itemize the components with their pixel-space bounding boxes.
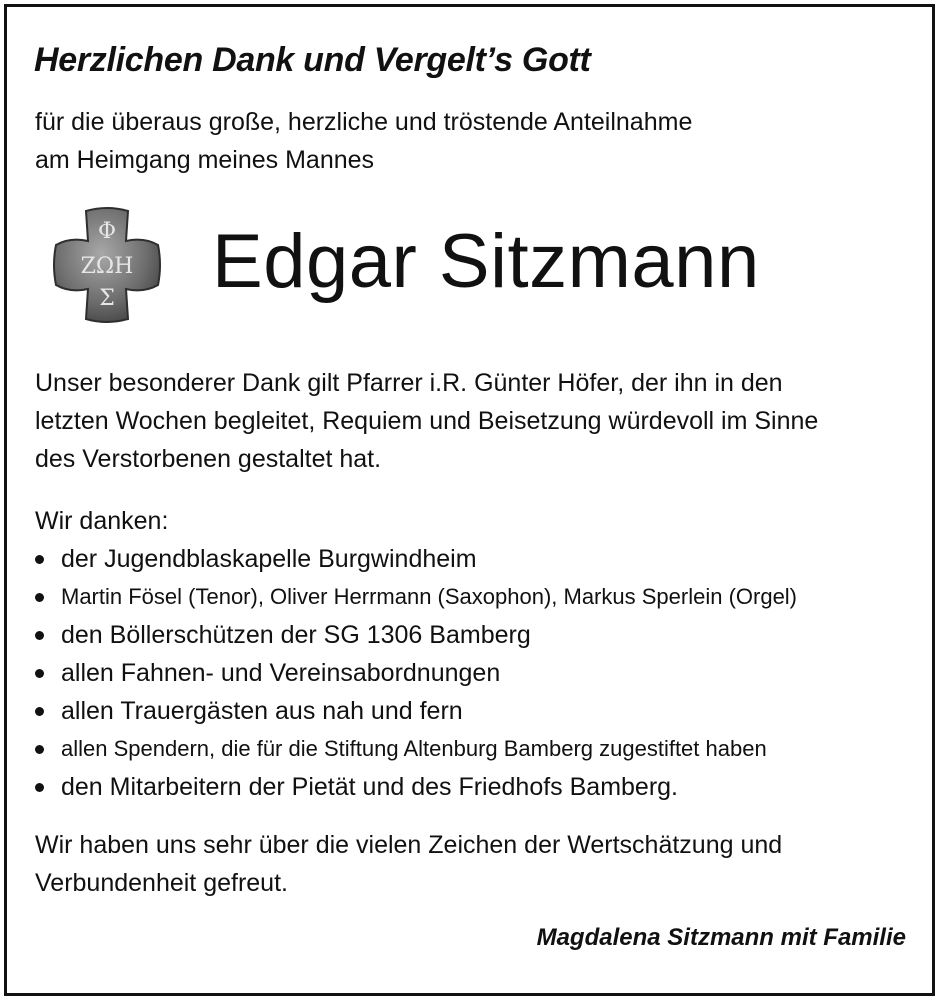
emblem-bottom-letter: Σ [99, 286, 115, 311]
bullet-icon [35, 631, 44, 640]
christian-cross-emblem-icon [52, 205, 162, 325]
list-item [35, 692, 797, 730]
bullet-icon [35, 555, 44, 564]
thanks-paragraph-line-1: Unser besonderer Dank gilt Pfarrer i.R. Günter Höfer, der ihn in den [35, 369, 783, 397]
closing-paragraph [35, 826, 782, 902]
list-item-text: Martin Fösel (Tenor), Oliver Herrmann (Saxophon), Markus Sperlein (Orgel) [61, 584, 798, 609]
list-item [35, 616, 797, 654]
list-item [35, 578, 797, 616]
bullet-icon [35, 707, 44, 716]
list-item [35, 654, 797, 692]
emblem-middle-letters: ΖΩΗ [80, 254, 134, 279]
list-item-text: allen Trauergästen aus nah und fern [61, 697, 463, 725]
closing-line-1: Wir haben uns sehr über die vielen Zeichen der Wertschätzung und [35, 831, 783, 859]
bullet-icon [35, 745, 44, 754]
thanks-paragraph-line-2: letzten Wochen begleitet, Requiem und Beisetzung würdevoll im Sinne [35, 407, 819, 435]
list-item-text: den Mitarbeitern der Pietät und des Friedhofs Bamberg. [61, 773, 679, 801]
thanks-list [35, 540, 797, 806]
bullet-icon [35, 593, 44, 602]
thanks-paragraph [35, 364, 818, 478]
signature: Magdalena Sitzmann mit Familie [536, 924, 906, 951]
list-item [35, 730, 797, 768]
list-item-text: allen Spendern, die für die Stiftung Altenburg Bamberg zugestiftet haben [61, 736, 767, 761]
emblem-top-letter: Φ [97, 219, 117, 244]
list-item [35, 768, 797, 806]
list-item-text: den Böllerschützen der SG 1306 Bamberg [61, 621, 531, 649]
list-item [35, 540, 797, 578]
notice-heading: Herzlichen Dank und Vergelt’s Gott [34, 41, 591, 79]
list-item-text: der Jugendblaskapelle Burgwindheim [61, 545, 477, 573]
intro-line-2: am Heimgang meines Mannes [35, 146, 375, 174]
intro-line-1: für die überaus große, herzliche und tröstende Anteilnahme [35, 108, 693, 136]
bullet-icon [35, 669, 44, 678]
bullet-icon [35, 783, 44, 792]
intro-text [35, 103, 692, 179]
list-item-text: allen Fahnen- und Vereinsabordnungen [61, 659, 501, 687]
deceased-name: Edgar Sitzmann [212, 219, 760, 304]
thanks-paragraph-line-3: des Verstorbenen gestaltet hat. [35, 445, 382, 473]
thanks-list-heading: Wir danken: [35, 507, 169, 535]
closing-line-2: Verbundenheit gefreut. [35, 869, 288, 897]
